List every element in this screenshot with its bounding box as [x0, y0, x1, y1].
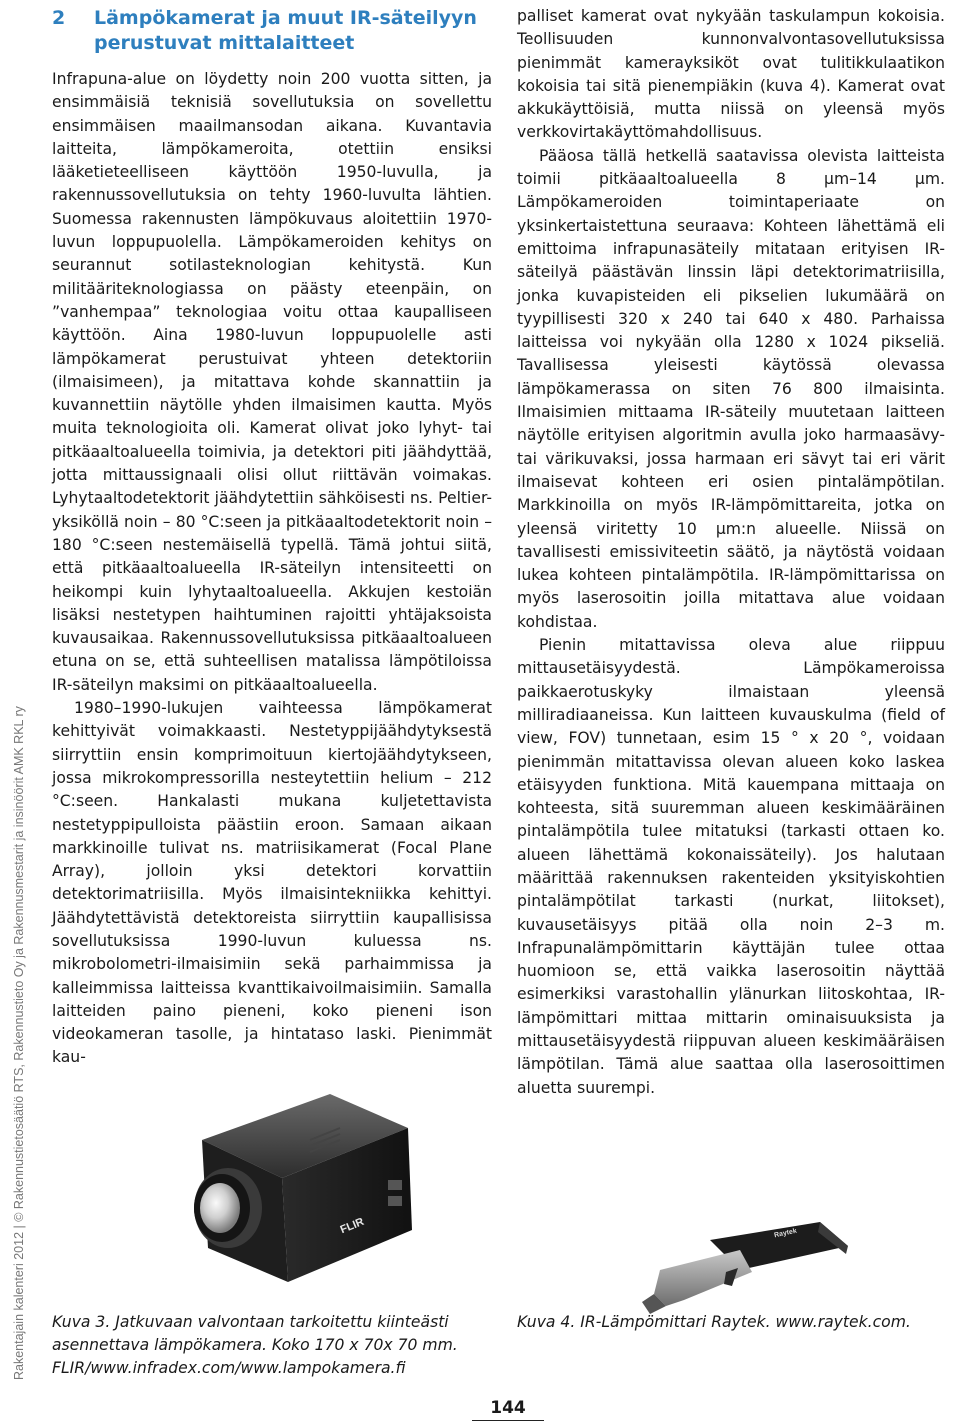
vertical-side-note — [0, 0, 26, 1426]
flir-camera-image — [150, 1080, 420, 1300]
page-number: 144 — [472, 1398, 544, 1421]
section-title: Lämpökamerat ja muut IR-säteilyyn perustuvat mittalaitteet — [94, 7, 477, 54]
left-paragraph-1: Infrapuna-alue on löydetty noin 200 vuotta sitten, ja ensimmäisiä teknisiä sovellutuksia on sovellettu ensimmäisen maailmansodan aikana. Kuvantavia laitteita, lämpökameroita, otettiin ensiksi lääketieteelliseen käyttöön 1950-luvulla, ja rakennussovellutuksia on tehty 1960-luvulta lähtien. Suomessa rakennusten lämpökuvaus aloitettiin 1970-luvun loppupuolella. Lämpökameroiden kehitys on seurannut sotilasteknologian kehitystä. Kun militääriteknologiassa on päästy eteenpäin, on ”vanhempaa” teknologiaa voitu ottaa kaupalliseen käyttöön. Aina 1980-luvun loppupuolelle asti lämpökamerat perustuivat yhteen detektoriin (ilmaisimeen), ja mitattava kohde skannattiin ja kuvannettiin näytölle yhden ilmaisimen kautta. Myös muita teknologioita oli. Kamerat olivat joko lyhyt- tai pitkäaaltoalueella toimivia, ja detektori piti jäähdyttää, jotta mittaussignaali olisi ollut riittävän voimakas. Lyhytaaltodetektorit jäähdytettiin sähköisesti ns. Peltier-yksiköllä noin – 80 °C:seen ja pitkäaaltodetektorit noin – 180 °C:seen nestemäisellä typellä. Tämä johtui siitä, että pitkäaaltoalueella IR-säteilyn intensiteetti on heikompi kuin lyhytaaltoalueella. Akkujen kestoiän lisäksi nestetypen haihtuminen rajoitti yhtäjaksoista kuvausaikaa. Rakennussovellutuksissa pitkäaaltoalueen etuna on se, että suhteellisen matalissa lämpötiloissa IR-säteilyn maksimi on pitkäaaltoalueella. — [52, 70, 492, 694]
flir-logo-label: FLIR — [338, 1215, 366, 1237]
side-note-text: Rakentajain kalenteri 2012 | © Rakennustietosäätiö RTS, Rakennustieto Oy ja Rakennusmestarit ja insinöörit AMK RKL ry — [12, 706, 26, 1380]
section-number: 2 — [52, 7, 66, 29]
figure-3-caption: Kuva 3. Jatkuvaan valvontaan tarkoitettu kiinteästi asennettava lämpökamera. Koko 170 x 70x 70 mm. FLIR/www.infradex.com/www.lampokamera.fi — [52, 1313, 458, 1377]
left-paragraph-2: 1980–1990-lukujen vaihteessa lämpökamerat kehittyivät voimakkaasti. Nestetyppijäähdytyksestä siirryttiin ensin komprimoituun kiertojäähdytykseen, jossa mikrokompressorilla nesteytettiin helium – 212 °C:seen. Hankalasti mukana kuljetettavista nestetyppipulloista päästiin eroon. Samaan aikaan markkinoille tulivat ns. matriisikamerat (Focal Plane Array), jolloin yksi detektori korvattiin detektorimatriisilla. Myös ilmaisintekniikka kehittyi. Jäähdytettävistä detektoreista siirryttiin kaupallisissa sovellutuksissa 1990-luvun kuluessa ns. mikrobolometri-ilmaisimiin sekä parhaimmissa ja kalleimmissa laitteissa kvanttikaivoilmaisimiin. Samalla laitteiden paino pieneni, koko pieneni ison videokameran tasolle, ja hintataso laski. Pienimmät kau- — [52, 699, 492, 1067]
left-text-column — [52, 68, 492, 1070]
figure-4-caption: Kuva 4. IR-Lämpömittari Raytek. www.raytek.com. — [517, 1313, 911, 1331]
right-paragraph-1: palliset kamerat ovat nykyään taskulampun kokoisia. Teollisuuden kunnonvalvontasovellutuksissa pienimmät kamerayksiköt ovat tulitikkulaatikon kokoisia tai sitä pienempiäkin (kuva 4). Kamerat ovat akkukäyttöisiä, mutta niissä on yleensä myös verkkovirtakäyttömahdollisuus. — [517, 7, 945, 142]
right-text-column — [517, 5, 945, 1100]
raytek-thermometer-image — [620, 1210, 860, 1320]
raytek-logo-label: Raytek — [773, 1227, 798, 1240]
right-paragraph-3: Pienin mitattavissa oleva alue riippuu mittausetäisyydestä. Lämpökameroissa paikkaerotuskyky ilmaistaan yleensä milliradiaaneissa. Kun laitteen kuvauskulma (field of view, FOV) tunnetaan, esim 15 ° x 20 °, voidaan pienimmän mitattavissa olevan alueen koko laskea etäisyyden funktiona. Mitä kauempana mittaaja on kohteesta, sitä suuremman alueen keskimääräinen pintalämpötila tulee mitatuksi (tarkasti ottaen ko. alueen lähettämä kokonaissäteily). Jos halutaan määrittää rakennuksen rakenteiden yksityiskohtien pintalämpötilat tarkasti (nurkat, liitokset), kuvausetäisyys pitää olla noin 2–3 m. Infrapunalämpömittarin käyttäjän tulee ottaa huomioon se, että vaikka laserosoitin näyttää esimerkiksi varastohallin ylänurkan liitoskohtaa, IR-lämpömittari mittaa mittarin ominaisuuksista ja mittausetäisyydestä riippuvan alueen keskimääräisen lämpötilan. Tämä alue saattaa olla laserosoittimen aluetta suurempi. — [517, 636, 945, 1097]
right-paragraph-2: Pääosa tällä hetkellä saatavissa olevista laitteista toimii pitkäaaltoalueella 8 µm–14 µm. Lämpökameroiden toimintaperiaate on yksinkertaistettuna seuraava: Kohteen lähettämä eli emittoima infrapunasäteily mitataan erityisen IR-säteilyä päästävän linssin läpi detektorimatriisilla, jonka kuvapisteiden eli pikselien lukumäärä on tyypillisesti 320 x 240 tai 640 x 480. Parhaissa laitteissa voi nykyään olla 1280 x 1024 pikseliä. Tavallisessa yleisesti käytössä olevassa lämpökamerassa on siten 76 800 ilmaisinta. Ilmaisimien mittaama IR-säteily muutetaan laitteen näytölle erityisen algoritmin avulla joko harmaasävy- tai värikuvaksi, jossa harmaan eri sävyt tai eri värit ilmaisevat kohteen eri osien pintalämpötilan. Markkinoilla on myös IR-lämpömittareita, jotka on yleensä viritetty 10 µm:n alueelle. Niissä on tavallisesti emissiviteetin säätö, ja näytöstä voidaan lukea kohteen pintalämpötila. IR-lämpömittarissa on myös laserosoitin joilla mitattava alue voidaan kohdistaa. — [517, 146, 945, 631]
